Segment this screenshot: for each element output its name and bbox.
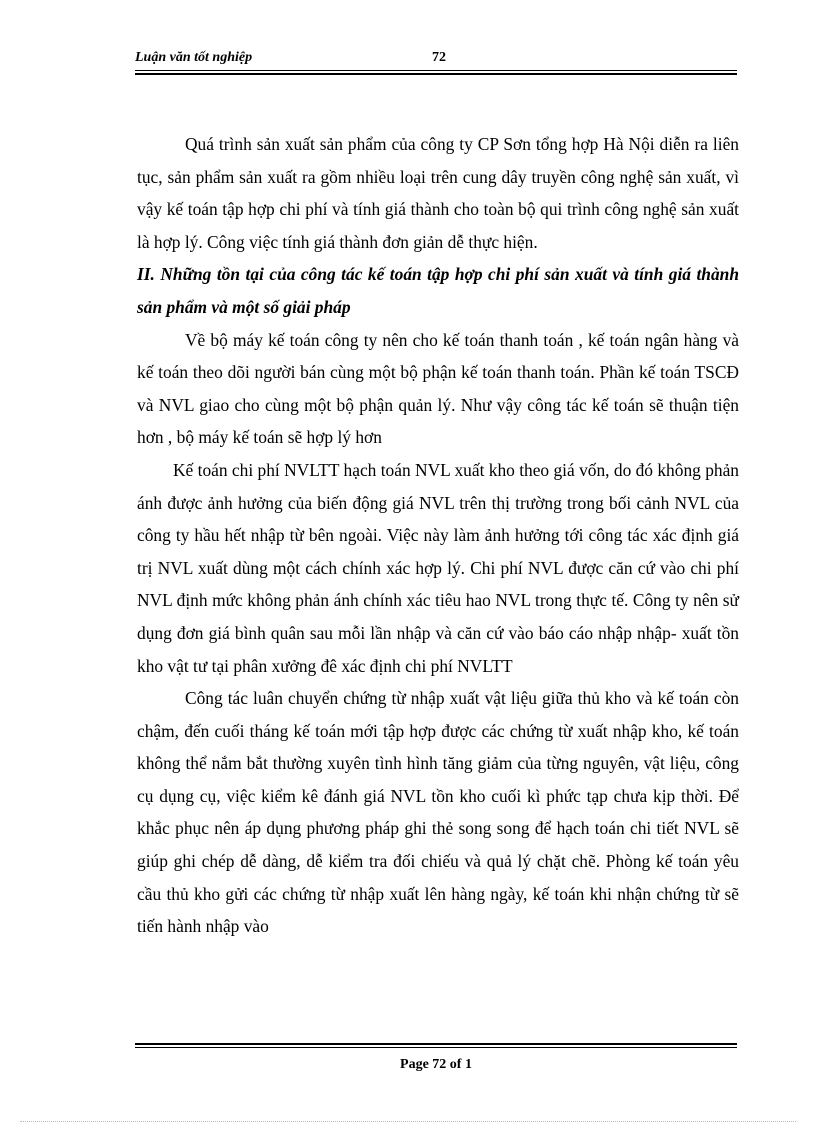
footer-rule-thin: [135, 1047, 737, 1048]
page-boundary-dotted: [20, 1121, 796, 1122]
header-title: Luận văn tốt nghiệp: [135, 50, 253, 65]
paragraph-2: Về bộ máy kế toán công ty nên cho kế toán thanh toán , kế toán ngân hàng và kế toán theo dõi người bán cùng một bộ phận kế toán thanh toán. Phần kế toán TSCĐ và NVL giao cho cùng một bộ phận quản lý. Như vậy công tác kế toán sẽ thuận tiện hơn , bộ máy kế toán sẽ hợp lý hơn: [137, 329, 739, 448]
document-body: [137, 128, 739, 943]
paragraph-3: Kế toán chi phí NVLTT hạch toán NVL xuất kho theo giá vốn, do đó không phản ánh được ảnh hưởng của biến động giá NVL trên thị trường trong bối cảnh NVL của công ty hầu hết nhập từ bên ngoài. Việc này làm ảnh hưởng tới công tác xác định giá trị NVL xuất dùng một cách chính xác hợp lý. Chi phí NVL được căn cứ vào chi phí NVL định mức không phản ánh chính xác tiêu hao NVL trong thực tế. Công ty nên sử dụng đơn giá bình quân sau mỗi lần nhập và căn cứ vào báo cáo nhập nhập- xuất tồn kho vật tư tại phân xưởng đê xác định chi phí NVLTT: [137, 459, 739, 676]
page-footer: Page 72 of 1: [400, 1057, 472, 1072]
header-page-number: 72: [432, 50, 446, 65]
section-heading: II. Những tồn tại của công tác kế toán tập hợp chi phí sản xuất và tính giá thành sản phẩm và một số giải pháp: [137, 264, 739, 317]
footer-rule-thick: [135, 1043, 737, 1045]
header-rule-thin: [135, 70, 737, 71]
header-rule-thick: [135, 73, 737, 75]
page-header: [135, 50, 737, 68]
paragraph-4: Công tác luân chuyển chứng từ nhập xuất vật liệu giữa thủ kho và kế toán còn chậm, đến cuối tháng kế toán mới tập hợp được các chứng từ xuất nhập kho, kế toán không thể nắm bắt thường xuyên tình hình tăng giảm của từng nguyên, vật liệu, công cụ dụng cụ, việc kiểm kê đánh giá NVL tồn kho cuối kì phức tạp chưa kịp thời. Để khắc phục nên áp dụng phương pháp ghi thẻ song song để hạch toán chi tiết NVL sẽ giúp ghi chép dễ dàng, dễ kiểm tra đối chiếu và quả lý chặt chẽ. Phòng kế toán yêu cầu thủ kho gửi các chứng từ nhập xuất lên hàng ngày, kế toán khi nhận chứng từ sẽ tiến hành nhập vào: [137, 688, 739, 937]
paragraph-1: Quá trình sản xuất sản phẩm của công ty CP Sơn tổng hợp Hà Nội diễn ra liên tục, sản phẩm sản xuất ra gồm nhiều loại trên cung dây truyền công nghệ sản xuất, vì vậy kế toán tập hợp chi phí và tính giá thành cho toàn bộ qui trình công nghệ sản xuất là hợp lý. Công việc tính giá thành đơn giản dễ thực hiện.: [137, 134, 739, 252]
